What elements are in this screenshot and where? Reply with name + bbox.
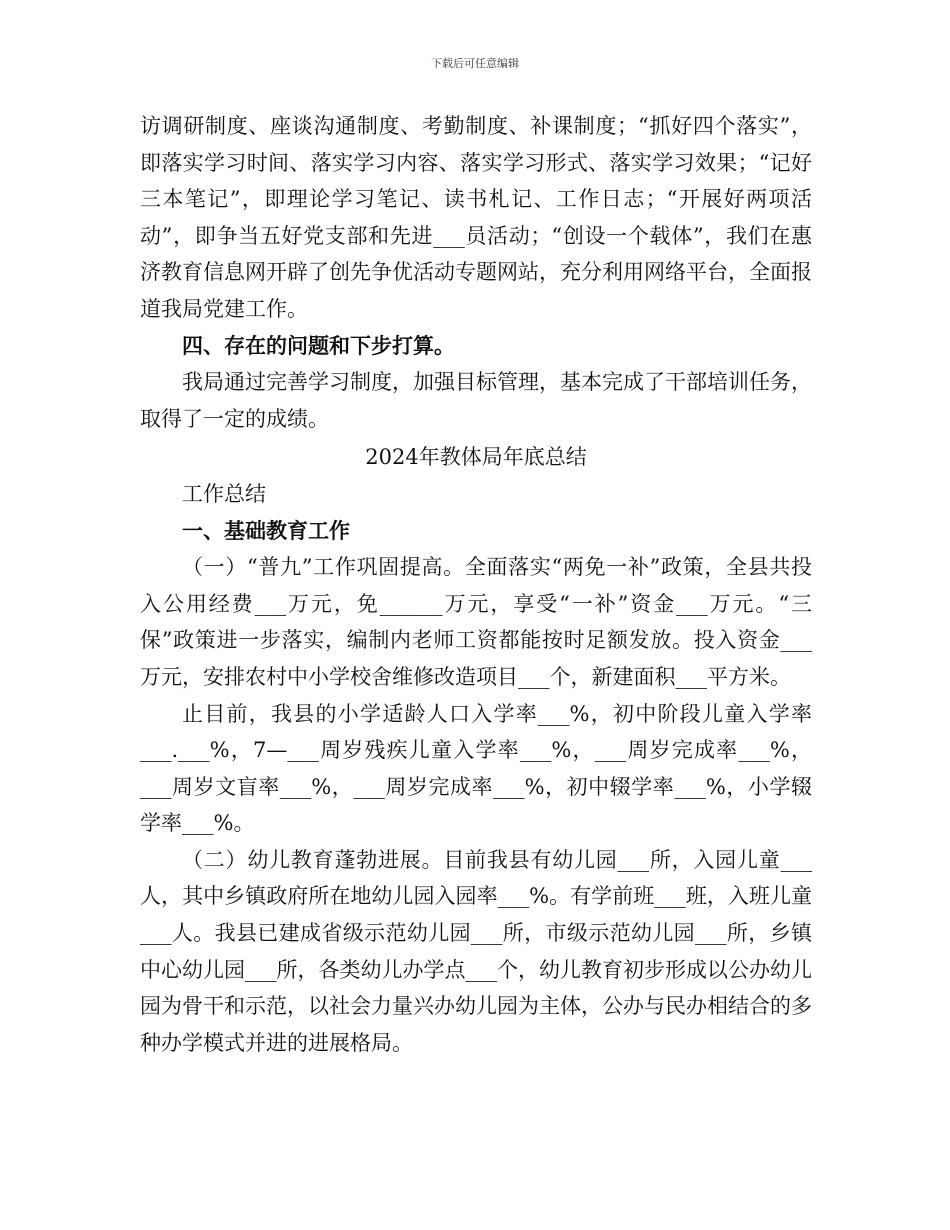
paragraph-preschool-education: （二）幼儿教育蓬勃进展。目前我县有幼儿园___所，入园儿童___人，其中乡镇政府所在地幼儿园入园率___%。有学前班___班，入班儿童___人。我县已建成省级示范幼儿园___所，市级示范幼儿园___所，乡镇中心幼儿园___所，各类幼儿办学点___个，幼儿教育初步形成以公办幼儿园为骨干和示范，以社会力量兴办幼儿园为主体，公办与民办相结合的多种办学模式并进的进展格局。 [140,847,812,1055]
document-title: 2024年教体局年底总结 [365,445,587,470]
document-body [140,108,812,1061]
section-heading-basic-education: 一、基础教育工作 [182,517,350,543]
subtitle-work-summary: 工作总结 [182,481,266,506]
page-header: 下载后可任意编辑 [431,57,519,70]
paragraph-enrollment-rates: 止目前，我县的小学适龄人口入学率___%，初中阶段儿童入学率___.___%，7—___周岁残疾儿童入学率___%，___周岁完成率___%，___周岁文盲率___%，___周岁完成率___%，初中辍学率___%，小学辍学率___%。 [140,701,812,836]
paragraph-summary: 我局通过完善学习制度，加强目标管理，基本完成了干部培训任务，取得了一定的成绩。 [140,370,812,431]
paragraph-continuation: 访调研制度、座谈沟通制度、考勤制度、补课制度；“抓好四个落实”，即落实学习时间、落实学习内容、落实学习形式、落实学习效果；“记好三本笔记”，即理论学习笔记、读书札记、工作日志；“开展好两项活动”，即争当五好党支部和先进___员活动；“创设一个载体”，我们在惠济教育信息网开辟了创先争优活动专题网站，充分利用网络平台，全面报道我局党建工作。 [140,114,812,321]
section-heading-problems: 四、存在的问题和下步打算。 [182,332,455,358]
paragraph-compulsory-education: （一）“普九”工作巩固提高。全面落实“两免一补”政策，全县共投入公用经费___万元，免______万元，享受“一补”资金___万元。“三保”政策进一步落实，编制内老师工资都能按时足额发放。投入资金___万元，安排农村中小学校舍维修改造项目___个，新建面积___平方米。 [140,555,812,689]
